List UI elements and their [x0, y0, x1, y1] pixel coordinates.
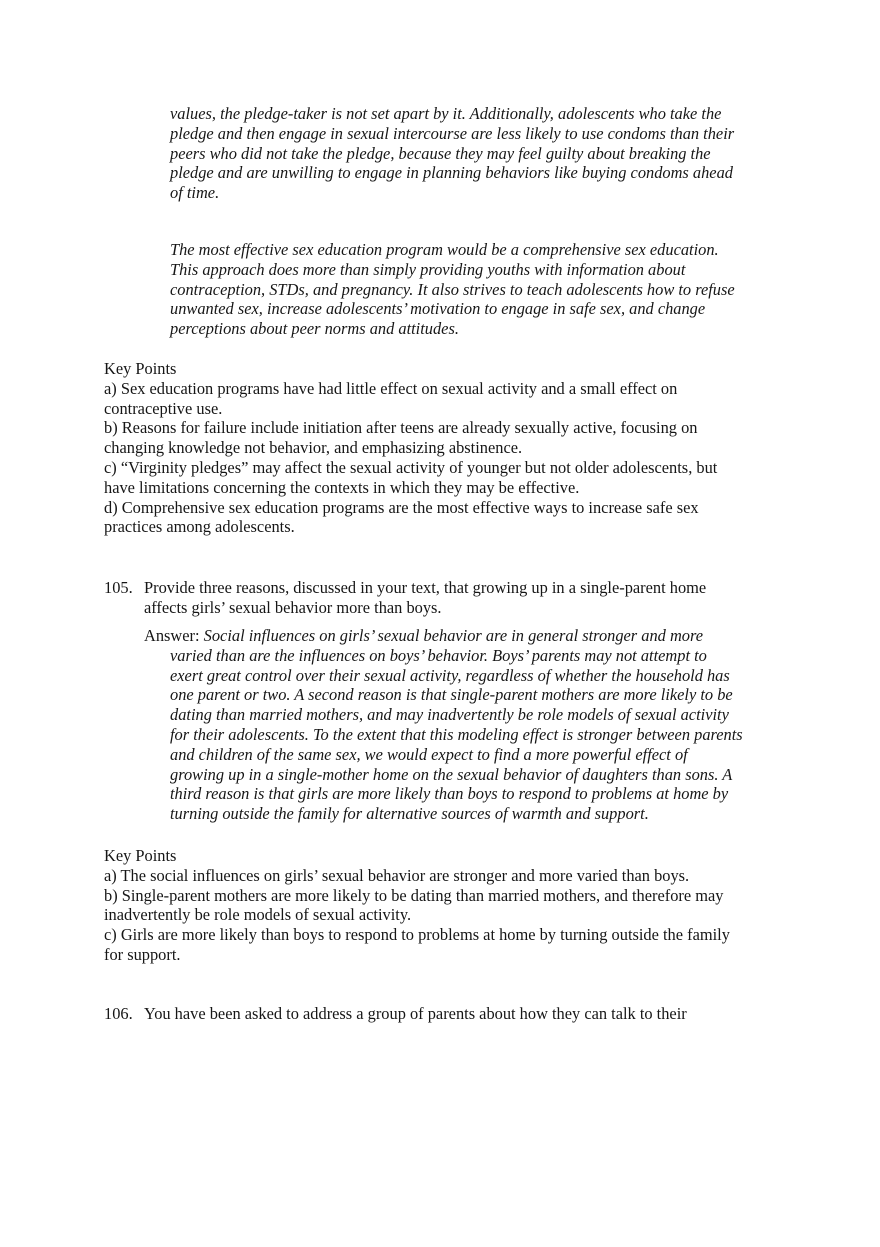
key-point-line: practices among adolescents. — [104, 517, 295, 537]
paragraph-line: pledge and then engage in sexual intercourse are less likely to use condoms than their — [170, 123, 735, 143]
answer-line: exert great control over their sexual activity, regardless of whether the household has — [170, 665, 730, 685]
key-point-line: have limitations concerning the contexts in which they may be effective. — [104, 477, 580, 497]
key-point-line: b) Reasons for failure include initiation after teens are already sexually active, focusing on — [104, 418, 698, 438]
key-point-line: changing knowledge not behavior, and emphasizing abstinence. — [104, 438, 523, 458]
paragraph-line: unwanted sex, increase adolescents’ motivation to engage in safe sex, and change — [170, 299, 706, 319]
question-text-line: affects girls’ sexual behavior more than boys. — [144, 598, 442, 617]
paragraph-line: perceptions about peer norms and attitudes. — [170, 319, 459, 339]
key-points-section — [104, 846, 784, 965]
key-point-line: c) “Virginity pledges” may affect the sexual activity of younger but not older adolescents, but — [104, 457, 718, 477]
question-number: 105. — [104, 578, 133, 597]
key-points-heading: Key Points — [104, 359, 177, 378]
key-point-line: c) Girls are more likely than boys to respond to problems at home by turning outside the family — [104, 925, 730, 945]
answer-line: turning outside the family for alternative sources of warmth and support. — [170, 804, 649, 824]
answer-text: Social influences on girls’ sexual behavior are in general stronger and more — [203, 626, 704, 645]
key-points-heading: Key Points — [104, 846, 177, 865]
key-point-line: a) The social influences on girls’ sexual behavior are stronger and more varied than boys. — [104, 865, 690, 885]
answer-line: varied than are the influences on boys’ behavior. Boys’ parents may not attempt to — [170, 645, 707, 665]
answer-label: Answer: — [144, 626, 200, 645]
answer-block — [144, 626, 784, 824]
answer-line: and children of the same sex, we would expect to find a more powerful effect of — [170, 744, 688, 764]
answer-line: growing up in a single-mother home on the sexual behavior of daughters than sons. A — [170, 764, 733, 784]
question-text-line: Provide three reasons, discussed in your text, that growing up in a single-parent home — [144, 578, 707, 597]
effective-program-paragraph — [170, 240, 782, 339]
paragraph-line: of time. — [170, 183, 220, 203]
paragraph-line: This approach does more than simply providing youths with information about — [170, 259, 686, 279]
paragraph-line: The most effective sex education program would be a comprehensive sex education. — [170, 240, 719, 259]
answer-line: dating than married mothers, and may inadvertently be role models of sexual activity — [170, 705, 729, 725]
paragraph-line: contraception, STDs, and pregnancy. It also strives to teach adolescents how to refuse — [170, 279, 735, 299]
paragraph-line: pledge and are unwilling to engage in planning behaviors like buying condoms ahead — [170, 163, 733, 183]
key-point-line: a) Sex education programs have had little effect on sexual activity and a small effect on — [104, 378, 678, 398]
answer-line: one parent or two. A second reason is that single-parent mothers are more likely to be — [170, 685, 733, 705]
answer-line: third reason is that girls are more likely than boys to respond to problems at home by — [170, 784, 729, 804]
key-point-line: b) Single-parent mothers are more likely to be dating than married mothers, and therefore may — [104, 885, 724, 905]
answer-line: for their adolescents. To the extent that this modeling effect is stronger between parents — [170, 724, 743, 744]
key-point-line: contraceptive use. — [104, 398, 223, 418]
key-point-line: d) Comprehensive sex education programs are the most effective ways to increase safe sex — [104, 497, 699, 517]
key-point-line: inadvertently be role models of sexual activity. — [104, 905, 412, 925]
paragraph-line: peers who did not take the pledge, because they may feel guilty about breaking the — [170, 143, 711, 163]
pledge-continuation-paragraph — [170, 104, 782, 203]
question-text-line: You have been asked to address a group of parents about how they can talk to their — [144, 1004, 687, 1023]
key-point-line: for support. — [104, 944, 181, 964]
key-points-section — [104, 359, 784, 537]
paragraph-line: values, the pledge-taker is not set apart by it. Additionally, adolescents who take the — [170, 104, 722, 123]
answer-first-line — [144, 626, 784, 646]
question-number: 106. — [104, 1004, 133, 1023]
